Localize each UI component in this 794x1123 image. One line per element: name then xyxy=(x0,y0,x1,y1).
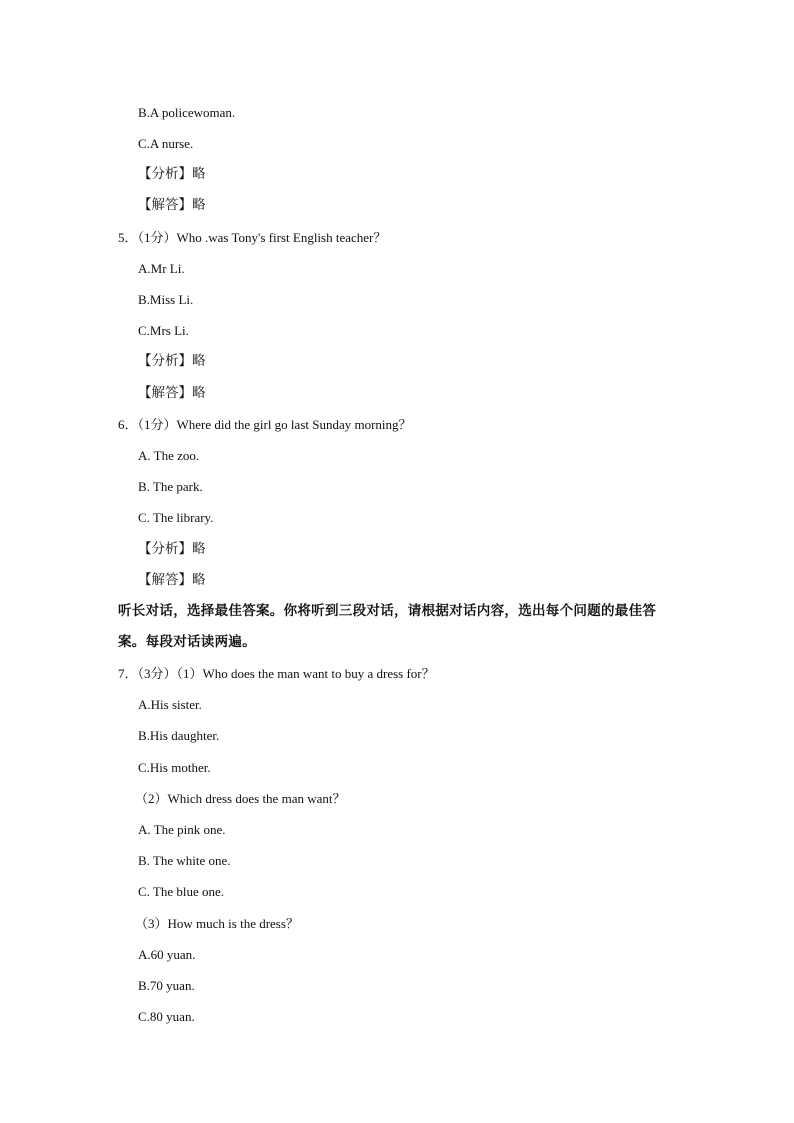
q4-analysis: 【分析】略 xyxy=(138,166,206,182)
q5-option-b: B.Miss Li. xyxy=(138,292,194,307)
q7-part1-option-b: B.His daughter. xyxy=(138,728,220,743)
q6-analysis: 【分析】略 xyxy=(138,541,206,557)
q5-analysis: 【分析】略 xyxy=(138,353,206,369)
q5-option-c: C.Mrs Li. xyxy=(138,323,189,338)
q6-option-b: B. The park. xyxy=(138,479,203,494)
q5-answer: 【解答】略 xyxy=(138,385,206,401)
q7-part3-option-a: A.60 yuan. xyxy=(138,947,196,962)
q4-option-c: C.A nurse. xyxy=(138,136,194,151)
q7-part3-stem: （3）How much is the dress？ xyxy=(135,916,299,931)
q7-stem: 7．（3分）（1）Who does the man want to buy a dress for？ xyxy=(118,666,435,681)
q5-option-a: A.Mr Li. xyxy=(138,261,185,276)
q7-part3-option-b: B.70 yuan. xyxy=(138,978,195,993)
q6-stem: 6．（1分）Where did the girl go last Sunday morning？ xyxy=(118,417,412,432)
q7-part2-option-b: B. The white one. xyxy=(138,853,231,868)
q6-option-a: A. The zoo. xyxy=(138,448,200,463)
q4-option-b: B.A policewoman. xyxy=(138,105,236,120)
q5-stem: 5．（1分）Who .was Tony's first English teacher？ xyxy=(118,230,387,245)
q7-part2-stem: （2）Which dress does the man want？ xyxy=(135,791,346,806)
q7-part3-option-c: C.80 yuan. xyxy=(138,1009,195,1024)
q7-part1-option-a: A.His sister. xyxy=(138,697,202,712)
q6-answer: 【解答】略 xyxy=(138,572,206,588)
section-instruction-line2: 案。每段对话读两遍。 xyxy=(118,634,256,650)
section-instruction-line1: 听长对话，选择最佳答案。你将听到三段对话，请根据对话内容，选出每个问题的最佳答 xyxy=(118,603,657,619)
q7-part2-option-a: A. The pink one. xyxy=(138,822,226,837)
q6-option-c: C. The library. xyxy=(138,510,214,525)
q7-part1-option-c: C.His mother. xyxy=(138,760,211,775)
q7-part2-option-c: C. The blue one. xyxy=(138,884,225,899)
q4-answer: 【解答】略 xyxy=(138,197,206,213)
